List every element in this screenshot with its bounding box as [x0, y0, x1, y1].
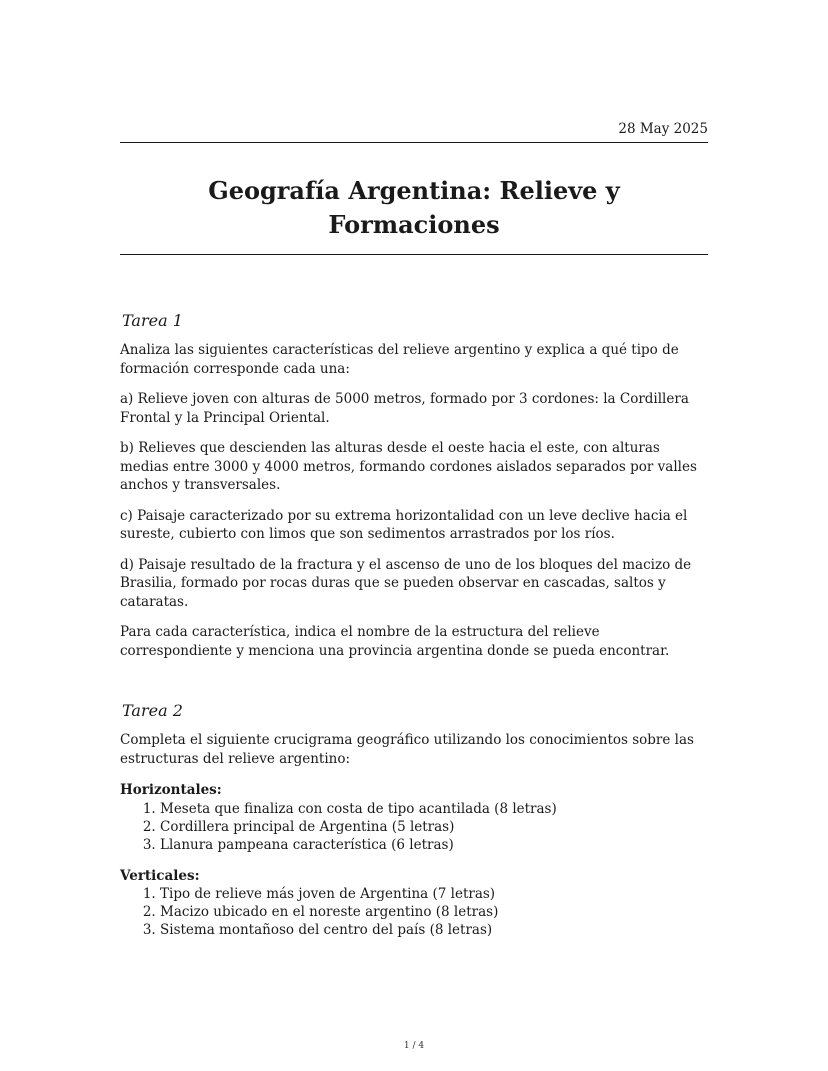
page-number: 1 / 4 [403, 1041, 425, 1051]
task-1-item-a: a) Relieve joven con alturas de 5000 metros, formado por 3 cordones: la Cordillera Frontal y la Principal Oriental. [120, 391, 689, 426]
list-item: 3. Llanura pampeana característica (6 letras) [160, 836, 708, 854]
task-1-heading: Tarea 1 [122, 311, 183, 330]
task-2-intro: Completa el siguiente crucigrama geográfico utilizando los conocimientos sobre las estructuras del relieve argentino: [120, 732, 694, 767]
horizontal-clues-list [120, 800, 708, 854]
task-2-section [120, 700, 708, 952]
vertical-clues-heading: Verticales: [120, 867, 200, 884]
header-rule [120, 142, 708, 143]
title-rule [120, 254, 708, 255]
task-1-item-d: d) Paisaje resultado de la fractura y el ascenso de uno de los bloques del macizo de Brasilia, formado por rocas duras que se pueden observar en cascadas, saltos y cataratas. [120, 556, 692, 610]
document-title: Geografía Argentina: Relieve y Formaciones [208, 176, 620, 239]
list-item: 2. Macizo ubicado en el noreste argentino (8 letras) [160, 903, 708, 921]
horizontal-clues-heading: Horizontales: [120, 782, 222, 798]
task-1-closing: Para cada característica, indica el nombre de la estructura del relieve correspondiente y menciona una provincia argentina donde se pueda encontrar. [120, 624, 670, 659]
list-item: 3. Sistema montañoso del centro del país (8 letras) [160, 921, 708, 939]
task-1-section [120, 310, 708, 672]
list-item: 2. Cordillera principal de Argentina (5 letras) [160, 818, 708, 836]
list-item: 1. Tipo de relieve más joven de Argentina (7 letras) [160, 885, 708, 903]
list-item: 1. Meseta que finaliza con costa de tipo acantilada (8 letras) [160, 800, 708, 818]
document-date: 28 May 2025 [618, 121, 708, 137]
task-1-item-c: c) Paisaje caracterizado por su extrema horizontalidad con un leve declive hacia el sureste, cubierto con limos que son sedimentos arrastrados por los ríos. [120, 507, 688, 542]
vertical-clues-list [120, 885, 708, 939]
task-2-heading: Tarea 2 [122, 701, 183, 720]
task-1-intro: Analiza las siguientes características del relieve argentino y explica a qué tipo de formación corresponde cada una: [120, 342, 679, 377]
task-1-item-b: b) Relieves que descienden las alturas desde el oeste hacia el este, con alturas medias entre 3000 y 4000 metros, formando cordones aislados separados por valles anchos y transversales. [120, 440, 697, 493]
